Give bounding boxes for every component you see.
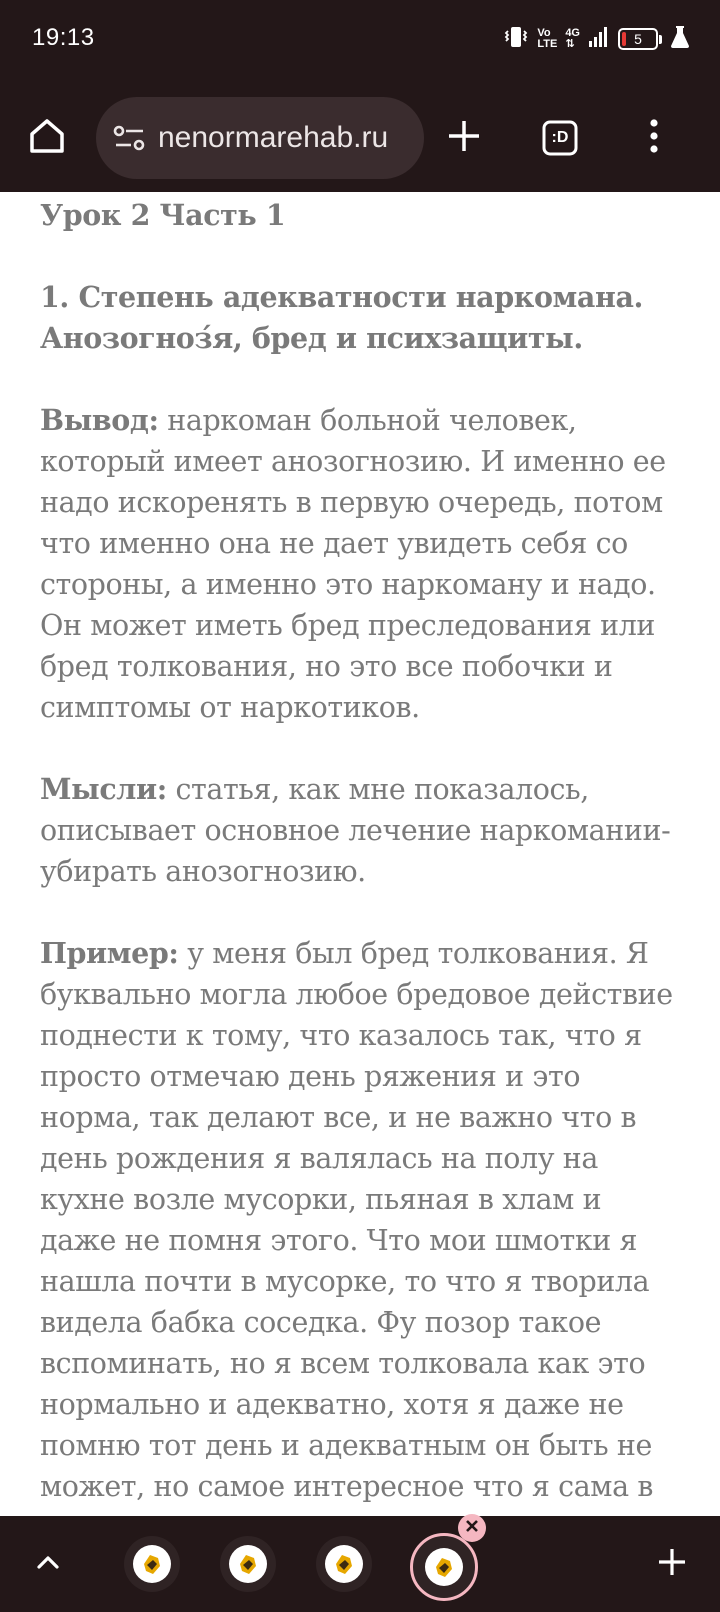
home-icon [27,116,67,161]
section-heading [40,277,680,359]
new-tab-icon [446,118,482,159]
browser-toolbar [0,84,720,192]
paragraph-label: Пример: [40,936,179,970]
article [40,192,680,1516]
network-gen-label [565,28,580,50]
tab-2[interactable] [220,1536,276,1592]
conclusion-paragraph [40,400,680,728]
favicon [133,1545,171,1583]
paragraph-text: у меня был бред толкования. Я буквально могла любое бредовое действие поднести к тому, что казалось так, что я просто отмечаю день ряжения и это норма, так делают все, и не важно что в день рождения я валялась на полу на кухне возле мусорки, пьяная в хлам и даже не помня этого. Что мои шмотки я нашла почти в мусорке, то что я творила видела бабка соседка. Фу позор такое вспоминать, но я всем толковала как это нормально и адекватно, хотя я даже не помню тот день и адекватным он быть не может, но самое интересное что я сама в [40,937,673,1503]
signal-icon [588,26,610,53]
favicon [229,1545,267,1583]
volte-icon [537,28,557,50]
tab-switcher-icon [542,120,578,156]
section-heading-text: 1. Степень адекватности наркомана. Анозогноз́я, бред и психзащиты. [40,280,644,355]
add-tab-icon [656,1546,688,1583]
tab-close-button[interactable] [458,1514,486,1542]
tab-3[interactable] [316,1536,372,1592]
vibrate-icon [503,25,529,54]
battery-level: 5 [634,31,642,47]
example-paragraph [40,933,680,1507]
site-settings-icon[interactable] [112,120,148,156]
url-text: nenormarehab.ru [158,121,389,154]
page-content[interactable] [0,192,720,1516]
paragraph-text: статья, как мне показалось, описывает основное лечение наркомании-убирать анозогнозию. [40,773,671,888]
flask-icon [670,25,690,54]
battery-tip [659,35,662,44]
more-menu-icon [648,118,660,159]
chevron-up-icon [34,1548,62,1581]
tab-close-icon [464,1518,480,1539]
lesson-title [40,195,680,236]
tab-switcher-button[interactable] [528,106,592,170]
lesson-title-text: Урок 2 Часть 1 [40,198,286,232]
volte-bottom: LTE [537,38,558,50]
volte-top: Vo [537,27,551,39]
thoughts-paragraph [40,769,680,892]
network-gen: 4G [565,27,580,39]
new-tab-button[interactable] [432,106,496,170]
favicon [425,1548,463,1586]
status-icons [503,26,690,52]
network-arrows: ⇅ [565,38,575,50]
paragraph-text: наркоман больной человек, который имеет анозогнозию. И именно ее надо искоренять в первую очередь, потом что именно она не дает увидеть себя со стороны, а именно это наркоману и надо. Он может иметь бред преследования или бред толкования, но это все побочки и симптомы от наркотиков. [40,404,666,724]
paragraph-label: Мысли: [40,772,167,806]
tab-1[interactable] [124,1536,180,1592]
tab-switcher-label: :D [551,129,569,146]
paragraph-label: Вывод: [40,403,159,437]
status-bar [0,0,720,84]
more-menu-button[interactable] [622,106,686,170]
battery-icon [618,28,658,50]
address-bar[interactable] [96,97,424,179]
favicon [325,1545,363,1583]
status-time: 19:13 [32,24,95,51]
home-button[interactable] [15,106,79,170]
tab-4-active[interactable] [410,1533,478,1601]
tab-strip [0,1516,720,1612]
add-tab-button[interactable] [640,1532,704,1596]
collapse-tabs-button[interactable] [16,1532,80,1596]
